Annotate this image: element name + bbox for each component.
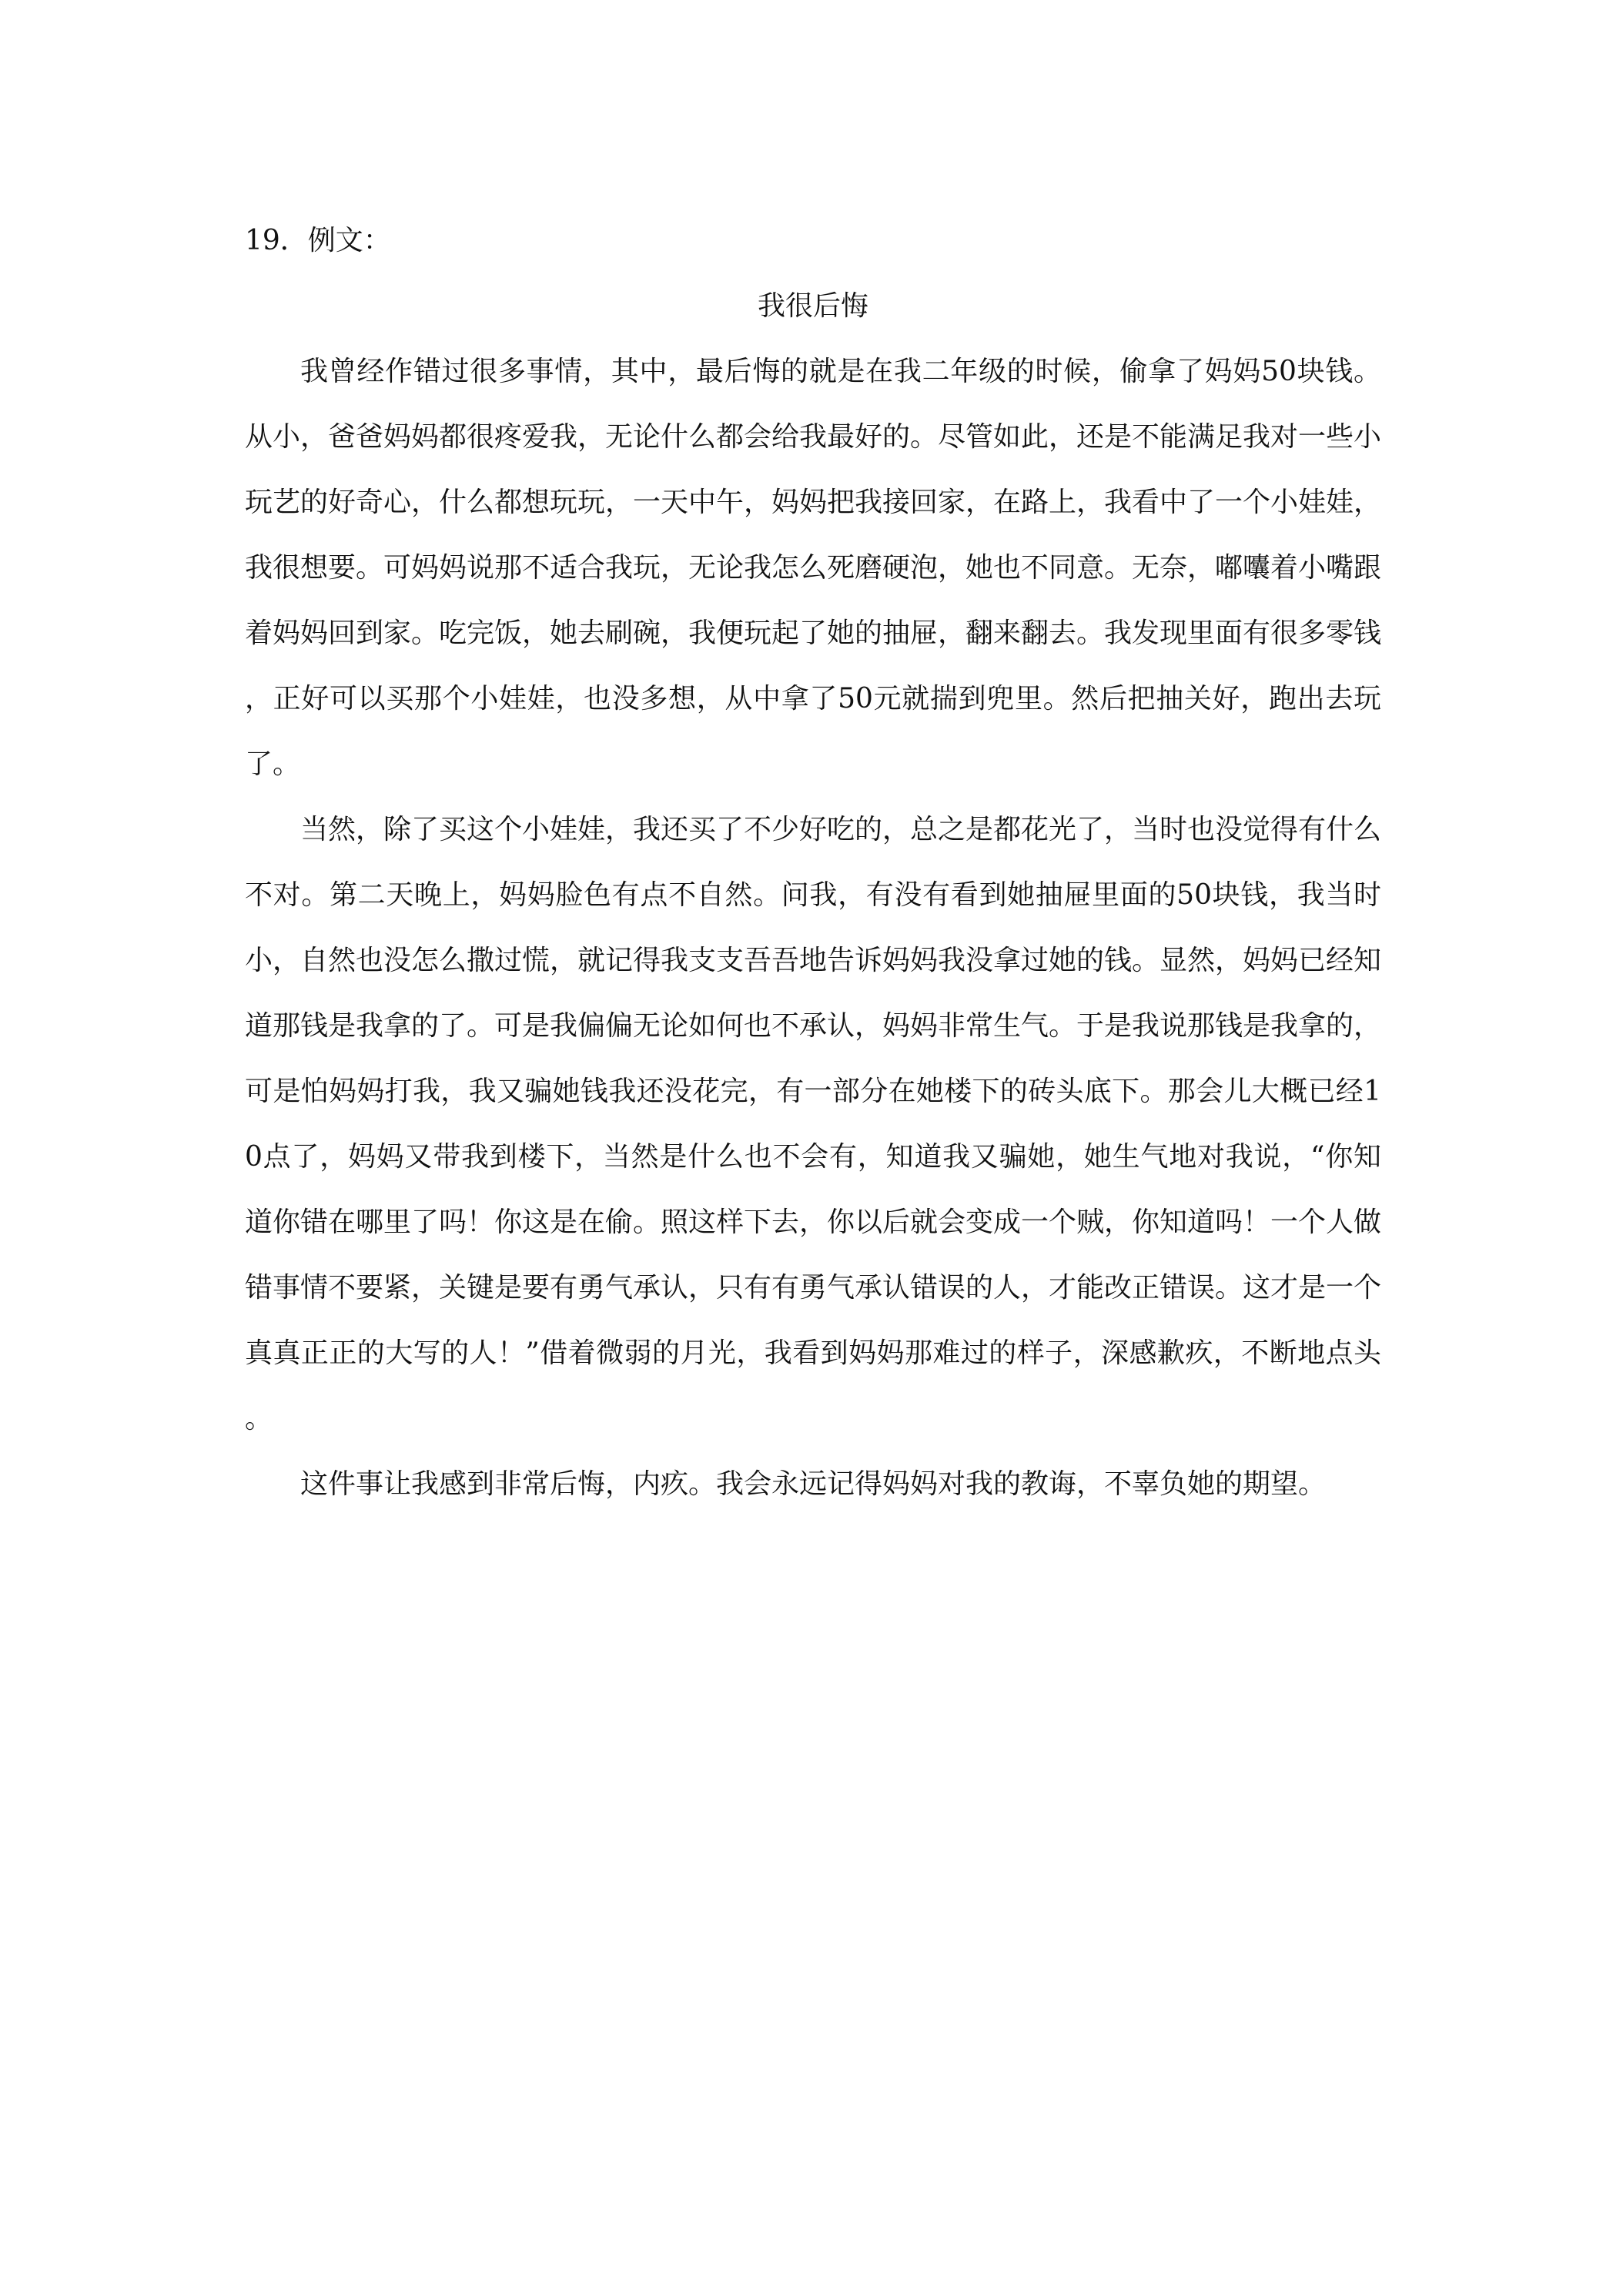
essay-paragraph-3: 这件事让我感到非常后悔，内疚。我会永远记得妈妈对我的教诲，不辜负她的期望。 [300, 1468, 1327, 1500]
essay-paragraph-1: 我曾经作错过很多事情，其中，最后悔的就是在我二年级的时候，偷拿了妈妈50块钱。从小，爸爸妈妈都很疼爱我，无论什么都会给我最好的。尽管如此，还是不能满足我对一些小玩艺的好奇心，什么都想玩玩，一天中午，妈妈把我接回家，在路上，我看中了一个小娃娃，我很想要。可妈妈说那不适合我玩，无论我怎么死磨硬泡，她也不同意。无奈，嘟囔着小嘴跟着妈妈回到家。吃完饭，她去刷碗，我便玩起了她的抽屉，翻来翻去。我发现里面有很多零钱，正好可以买那个小娃娃，也没多想，从中拿了50元就揣到兜里。然后把抽关好，跑出去玩了。 [245, 356, 1382, 780]
question-label: 19．例文： [245, 225, 391, 256]
essay-paragraph-2: 当然，除了买这个小娃娃，我还买了不少好吃的，总之是都花光了，当时也没觉得有什么不对。第二天晚上，妈妈脸色有点不自然。问我，有没有看到她抽屉里面的50块钱，我当时小，自然也没怎么撒过慌，就记得我支支吾吾地告诉妈妈我没拿过她的钱。显然，妈妈已经知道那钱是我拿的了。可是我偏偏无论如何也不承认，妈妈非常生气。于是我说那钱是我拿的，可是怕妈妈打我，我又骗她钱我还没花完，有一部分在她楼下的砖头底下。那会儿大概已经10点了，妈妈又带我到楼下，当然是什么也不会有，知道我又骗她，她生气地对我说，“你知道你错在哪里了吗！你这是在偷。照这样下去，你以后就会变成一个贼，你知道吗！一个人做错事情不要紧，关键是要有勇气承认，只有有勇气承认错误的人，才能改正错误。这才是一个真真正正的大写的人！”借着微弱的月光，我看到妈妈那难过的样子，深感歉疚，不断地点头。 [245, 814, 1382, 1434]
essay-title: 我很后悔 [757, 290, 868, 322]
document-body [245, 208, 1381, 1517]
